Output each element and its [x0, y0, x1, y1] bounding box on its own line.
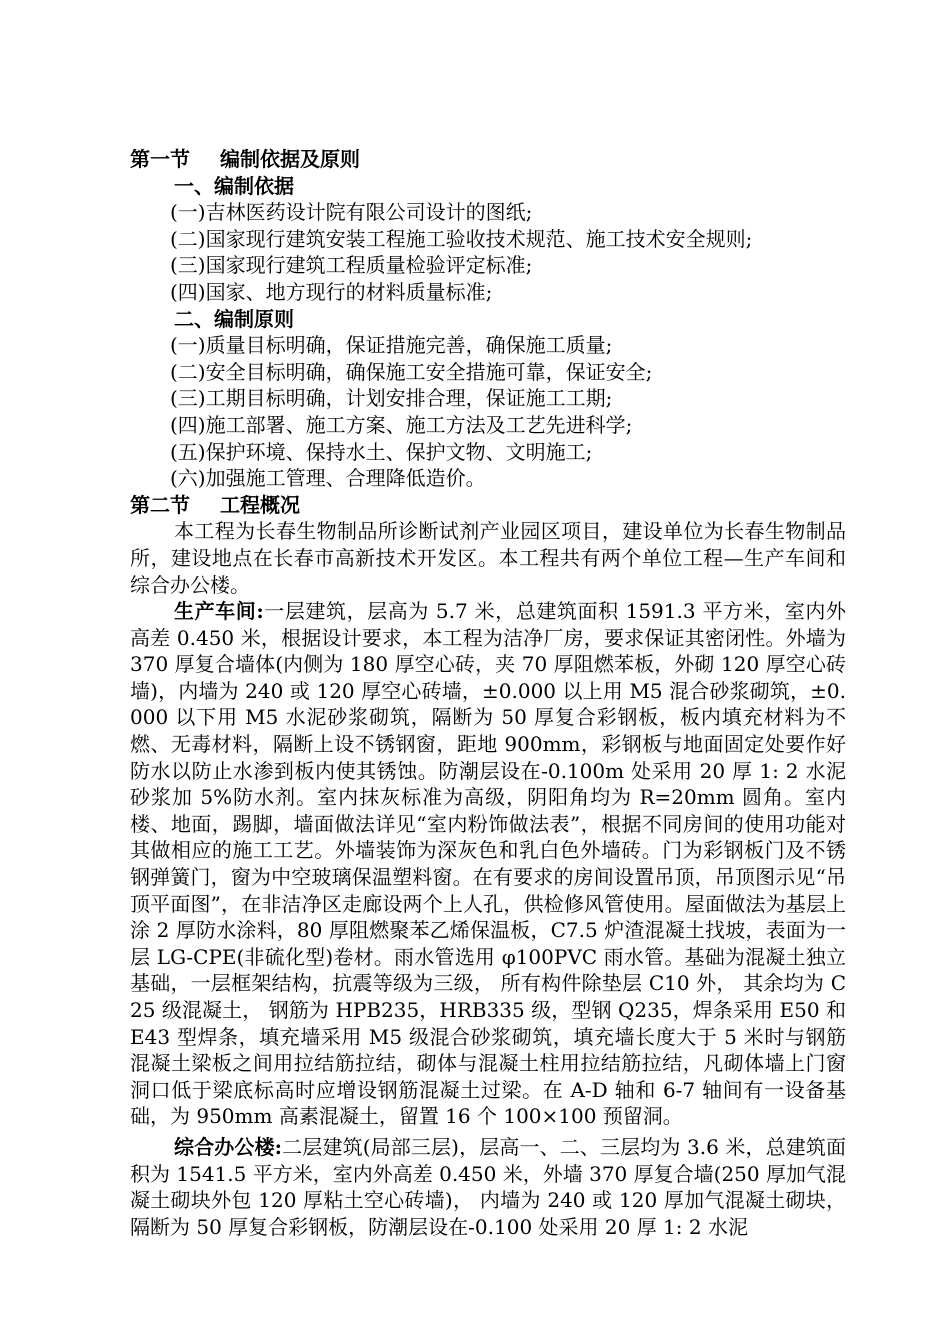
project-intro-paragraph: 本工程为长春生物制品所诊断试剂产业园区项目，建设单位为长春生物制品所，建设地点在长春市高新技术开发区。本工程共有两个单位工程—生产车间和综合办公楼。 — [130, 519, 846, 597]
section2-title: 工程概况 — [220, 492, 300, 517]
section2-heading — [130, 492, 846, 519]
basis-item: (二)国家现行建筑安装工程施工验收技术规范、施工技术安全规则; — [170, 226, 753, 251]
office-text: 二层建筑(局部三层)，层高一、二、三层均为 3.6 米，总建筑面积为 1541.5 平方米，室内外高差 0.450 米，外墙 370 厚复合墙(250 厚加气混凝土砌块外包 120 厚粘土空心砖墙)， 内墙为 240 或 120 厚加气混凝土砌块，隔断为 50 厚复合彩钢板，防潮层设在-0.100 处采用 20 厚 1: 2 水泥 — [130, 1134, 846, 1239]
principle-item: (五)保护环境、保持水土、保护文物、文明施工; — [170, 439, 593, 464]
workshop-label: 生产车间: — [174, 599, 264, 624]
section1-title: 编制依据及原则 — [220, 147, 360, 171]
principle-item: (三)工期目标明确，计划安排合理，保证施工工期; — [170, 386, 613, 411]
office-label: 综合办公楼: — [174, 1134, 283, 1159]
section1-heading — [130, 146, 846, 173]
document-page — [130, 146, 846, 1240]
workshop-paragraph — [130, 598, 846, 1130]
basis-heading: 一、编制依据 — [174, 173, 294, 198]
principle-item: (六)加强施工管理、合理降低造价。 — [170, 466, 486, 491]
workshop-text: 一层建筑，层高为 5.7 米，总建筑面积 1591.3 平方米，室内外高差 0.450 米，根据设计要求，本工程为洁净厂房，要求保证其密闭性。外墙为 370 厚复合墙体(内侧为 180 厚空心砖，夹 70 厚阻燃苯板，外砌 120 厚空心砖墙)，内墙为 240 或 120 厚空心砖墙，±0.000 以上用 M5 混合砂浆砌筑，±0.000 以下用 M5 水泥砂浆砌筑，隔断为 50 厚复合彩钢板，板内填充材料为不燃、无毒材料，隔断上设不锈钢窗，距地 900mm，彩钢板与地面固定处要作好防水以防止水渗到板内使其锈蚀。防潮层设在-0.100m 处采用 20 厚 1: 2 水泥砂浆加 5%防水剂。室内抹灰标准为高级，阴阳角均为 R=20mm 圆角。室内楼、地面，踢脚，墙面做法详见“室内粉饰做法表”，根据不同房间的使用功能对其做相应的施工工艺。外墙装饰为深灰色和乳白色外墙砖。门为彩钢板门及不锈钢弹簧门，窗为中空玻璃保温塑料窗。在有要求的房间设置吊顶，吊顶图示见“吊顶平面图”，在非洁净区走廊设两个上人孔，供检修风管使用。屋面做法为基层上涂 2 厚防水涂料，80 厚阻燃聚苯乙烯保温板，C7.5 炉渣混凝土找坡，表面为一层 LG-CPE(非硫化型)卷材。雨水管选用 φ100PVC 雨水管。基础为混凝土独立基础，一层框架结构，抗震等级为三级， 所有构件除垫层 C10 外， 其余均为 C25 级混凝土， 钢筋为 HPB235，HRB335 级，型钢 Q235，焊条采用 E50 和 E43 型焊条，填充墙采用 M5 级混合砂浆砌筑，填充墙长度大于 5 米时与钢筋混凝土梁板之间用拉结筋拉结，砌体与混凝土柱用拉结筋拉结，凡砌体墙上门窗洞口低于梁底标高时应增设钢筋混凝土过梁。在 A-D 轴和 6-7 轴间有一设备基础，为 950mm 高素混凝土，留置 16 个 100×100 预留洞。 — [130, 599, 846, 1129]
office-paragraph — [130, 1134, 846, 1240]
principle-item: (一)质量目标明确，保证措施完善，确保施工质量; — [170, 333, 613, 358]
principle-item: (二)安全目标明确，确保施工安全措施可靠，保证安全; — [170, 359, 653, 384]
section2-number: 第二节 — [130, 492, 190, 517]
basis-item: (三)国家现行建筑工程质量检验评定标准; — [170, 253, 533, 278]
section1-number: 第一节 — [130, 147, 190, 171]
principles-heading: 二、编制原则 — [174, 306, 294, 331]
basis-item: (四)国家、地方现行的材料质量标准; — [170, 279, 493, 304]
principle-item: (四)施工部署、施工方案、施工方法及工艺先进科学; — [170, 412, 633, 437]
basis-item: (一)吉林医药设计院有限公司设计的图纸; — [170, 200, 533, 225]
